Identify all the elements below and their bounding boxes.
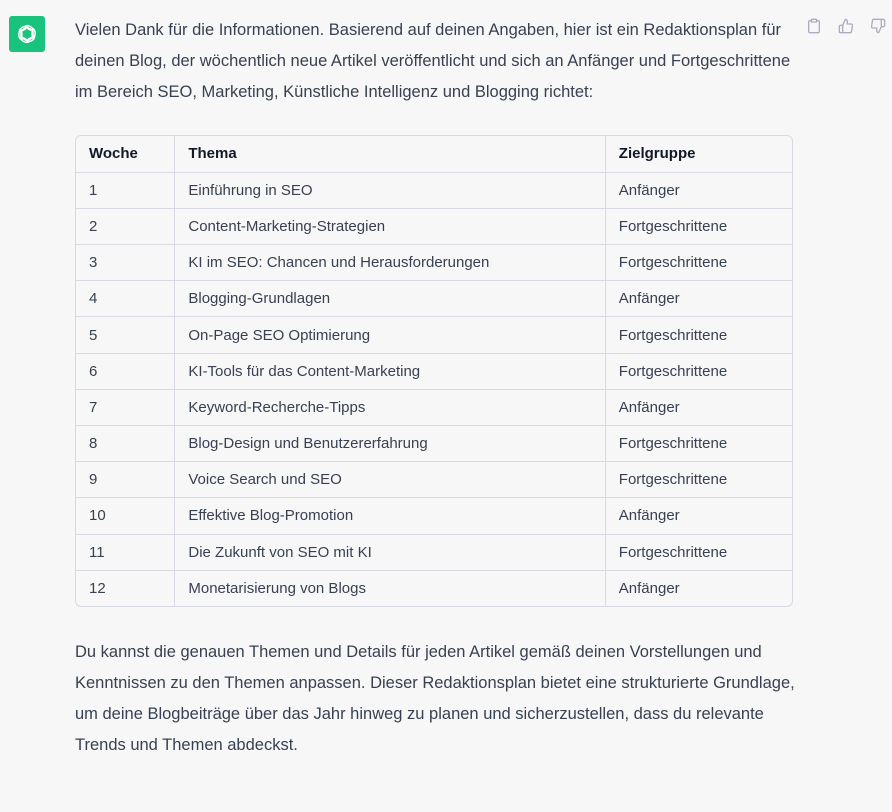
cell-topic: Voice Search und SEO	[175, 462, 605, 498]
table-row	[76, 570, 792, 606]
clipboard-icon	[806, 18, 822, 34]
cell-week: 1	[76, 172, 175, 208]
cell-week: 11	[76, 534, 175, 570]
table-row	[76, 353, 792, 389]
cell-week: 5	[76, 317, 175, 353]
cell-topic: Blog-Design und Benutzererfahrung	[175, 426, 605, 462]
table-row	[76, 281, 792, 317]
cell-audience: Fortgeschrittene	[605, 534, 792, 570]
cell-topic: Einführung in SEO	[175, 172, 605, 208]
cell-week: 7	[76, 389, 175, 425]
table-row	[76, 389, 792, 425]
cell-week: 9	[76, 462, 175, 498]
thumbs-down-button[interactable]	[868, 16, 888, 36]
cell-week: 3	[76, 245, 175, 281]
cell-week: 10	[76, 498, 175, 534]
cell-audience: Fortgeschrittene	[605, 462, 792, 498]
table-row	[76, 208, 792, 244]
assistant-avatar	[9, 16, 45, 52]
cell-audience: Fortgeschrittene	[605, 426, 792, 462]
copy-button[interactable]	[804, 16, 824, 36]
table-row	[76, 498, 792, 534]
cell-topic: Content-Marketing-Strategien	[175, 208, 605, 244]
column-header-audience: Zielgruppe	[605, 136, 792, 172]
outro-paragraph: Du kannst die genauen Themen und Details für jeden Artikel gemäß deinen Vorstellungen und Kenntnissen zu den Themen anpassen. Dieser Redaktionsplan bietet eine strukturierte Grundlage, um deine Blogbeiträge über das Jahr hinweg zu planen und sicherzustellen, dass du relevante Trends und Themen abdeckst.	[75, 643, 795, 755]
message-actions	[804, 16, 888, 36]
column-header-week: Woche	[76, 136, 175, 172]
cell-topic: Blogging-Grundlagen	[175, 281, 605, 317]
cell-audience: Anfänger	[605, 498, 792, 534]
table-row	[76, 426, 792, 462]
cell-audience: Anfänger	[605, 389, 792, 425]
cell-topic: On-Page SEO Optimierung	[175, 317, 605, 353]
cell-audience: Fortgeschrittene	[605, 208, 792, 244]
cell-audience: Anfänger	[605, 172, 792, 208]
cell-audience: Fortgeschrittene	[605, 317, 792, 353]
cell-audience: Anfänger	[618, 580, 680, 598]
cell-audience: Fortgeschrittene	[605, 245, 792, 281]
cell-week: 6	[76, 353, 175, 389]
cell-week: 12	[76, 570, 175, 606]
intro-paragraph: Vielen Dank für die Informationen. Basierend auf deinen Angaben, hier ist ein Redaktionsplan für deinen Blog, der wöchentlich neue Artikel veröffentlicht und sich an Anfänger und Fortgeschrittene im Bereich SEO, Marketing, Künstliche Intelligenz und Blogging richtet:	[75, 21, 791, 101]
openai-logo-icon	[15, 22, 39, 46]
cell-topic: Monetarisierung von Blogs	[175, 570, 605, 606]
cell-topic: Keyword-Recherche-Tipps	[175, 389, 605, 425]
cell-week: 4	[76, 281, 175, 317]
thumbs-down-icon	[870, 18, 886, 34]
table-header-row	[76, 136, 792, 172]
cell-topic: Die Zukunft von SEO mit KI	[175, 534, 605, 570]
column-header-topic: Thema	[175, 136, 605, 172]
table-row	[76, 245, 792, 281]
cell-audience: Fortgeschrittene	[605, 353, 792, 389]
table-row	[76, 534, 792, 570]
cell-week: 8	[76, 426, 175, 462]
cell-audience: Anfänger	[605, 281, 792, 317]
table-row	[76, 172, 792, 208]
cell-topic: KI im SEO: Chancen und Herausforderungen	[175, 245, 605, 281]
message-content	[75, 15, 795, 761]
cell-topic: Effektive Blog-Promotion	[175, 498, 605, 534]
cell-topic: KI-Tools für das Content-Marketing	[175, 353, 605, 389]
table-row	[76, 462, 792, 498]
thumbs-up-icon	[838, 18, 854, 34]
thumbs-up-button[interactable]	[836, 16, 856, 36]
table-row	[76, 317, 792, 353]
editorial-plan-table	[75, 135, 793, 607]
cell-week: 2	[76, 208, 175, 244]
